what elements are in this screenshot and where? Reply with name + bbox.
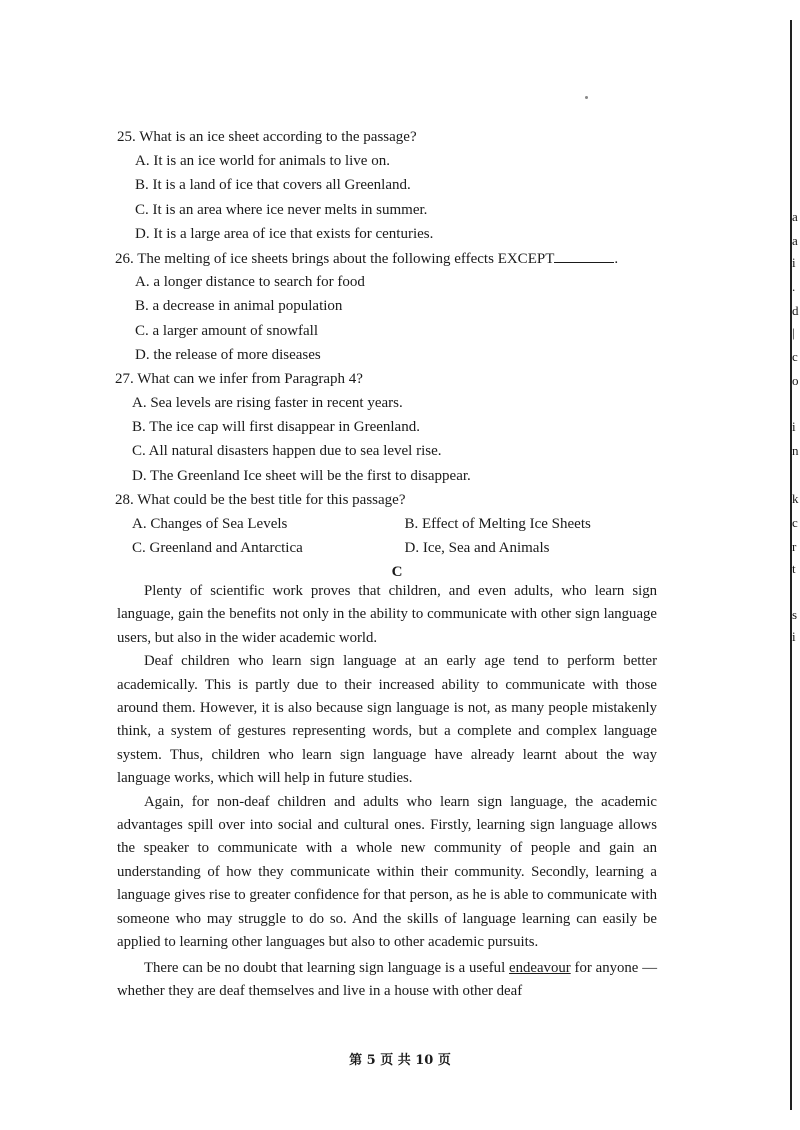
reading-passage bbox=[117, 580, 657, 1003]
question-26-option-b: B. a decrease in animal population bbox=[135, 298, 343, 315]
section-title: C bbox=[391, 564, 403, 581]
question-27-option-b: B. The ice cap will first disappear in Greenland. bbox=[132, 419, 420, 436]
passage-paragraph: Deaf children who learn sign language at an early age tend to perform better academically. This is partly due to their increased ability to communicate with those around them. However, it is also because sign language is not, as many people mistakenly think, a system of gestures representing words, but a complete and complex language system. Thus, children who learn sign language have already learnt about the way language works, which will help in future studies. bbox=[117, 653, 657, 787]
question-27-option-c: C. All natural disasters happen due to sea level rise. bbox=[132, 443, 442, 460]
question-25-stem: 25. What is an ice sheet according to the passage? bbox=[117, 129, 417, 145]
question-26-stem: 26. The melting of ice sheets brings about the following effects EXCEPT bbox=[115, 250, 555, 267]
question-26-option-d: D. the release of more diseases bbox=[135, 346, 321, 363]
question-block bbox=[117, 125, 677, 585]
edge-fragment: d bbox=[792, 304, 799, 318]
edge-fragment: i bbox=[792, 256, 796, 270]
question-26-option-c: C. a larger amount of snowfall bbox=[135, 322, 319, 339]
edge-fragment: c bbox=[792, 350, 798, 364]
question-27-stem: 27. What can we infer from Paragraph 4? bbox=[115, 370, 363, 387]
underlined-word: endeavour bbox=[509, 959, 571, 976]
edge-fragment: o bbox=[792, 374, 799, 388]
last-paragraph-after: for anyone — whether they are deaf themselves and live in a house with other deaf bbox=[117, 959, 657, 999]
edge-fragment: r bbox=[792, 540, 797, 554]
question-26-option-a: A. a longer distance to search for food bbox=[135, 274, 365, 291]
answer-blank bbox=[554, 246, 614, 263]
edge-fragment: k bbox=[792, 492, 799, 506]
question-28-option-b: B. Effect of Melting Ice Sheets bbox=[404, 516, 591, 532]
question-28-options-row-2 bbox=[117, 536, 677, 560]
edge-fragment: a bbox=[792, 210, 798, 224]
question-28-stem: 28. What could be the best title for this passage? bbox=[115, 491, 406, 508]
passage-paragraph-last bbox=[117, 957, 657, 1004]
question-25-option-b: B. It is a land of ice that covers all Greenland. bbox=[135, 177, 411, 194]
passage-paragraph: Plenty of scientific work proves that children, and even adults, who learn sign language, gain the benefits not only in the ability to communicate with other sign language users, but also in the wider academic world. bbox=[117, 583, 657, 646]
edge-fragment: s bbox=[792, 608, 798, 622]
question-27-option-a: A. Sea levels are rising faster in recent years. bbox=[132, 395, 403, 412]
edge-fragment: t bbox=[792, 562, 796, 576]
edge-fragment: i bbox=[792, 630, 796, 644]
question-26-stem-end: . bbox=[614, 250, 619, 267]
question-28-option-c: C. Greenland and Antarctica bbox=[132, 540, 303, 557]
edge-fragment: c bbox=[792, 516, 798, 530]
question-28-options-row-1 bbox=[117, 512, 677, 536]
question-27-option-d: D. The Greenland Ice sheet will be the first to disappear. bbox=[132, 467, 471, 484]
question-25-option-a: A. It is an ice world for animals to live on. bbox=[135, 153, 390, 170]
edge-fragment: n bbox=[792, 444, 799, 458]
scan-speck bbox=[585, 96, 588, 99]
question-25-option-d: D. It is a large area of ice that exists for centuries. bbox=[135, 225, 434, 242]
passage-paragraph: Again, for non-deaf children and adults who learn sign language, the academic advantages spill over into social and cultural ones. Firstly, learning sign language allows the speaker to communicate with a whole new community of people and gain an understanding of how they communicate within their community. Secondly, learning a language gives rise to greater confidence for that person, as he is able to communicate with someone who may struggle to do so. And the skills of language learning can easily be applied to learning other languages but also to other academic pursuits. bbox=[117, 793, 657, 951]
question-28-option-a: A. Changes of Sea Levels bbox=[132, 516, 288, 532]
question-26-stem-line bbox=[115, 246, 677, 270]
edge-fragment: . bbox=[792, 280, 796, 294]
edge-fragment: | bbox=[792, 326, 795, 340]
page-number-footer: 第 5 页 共 10 页 bbox=[349, 1053, 451, 1068]
edge-fragment: a bbox=[792, 234, 798, 248]
last-paragraph-before: There can be no doubt that learning sign language is a useful bbox=[144, 959, 510, 976]
question-25-option-c: C. It is an area where ice never melts in summer. bbox=[135, 201, 428, 218]
question-28-option-d: D. Ice, Sea and Animals bbox=[404, 540, 550, 557]
edge-fragment: i bbox=[792, 420, 796, 434]
